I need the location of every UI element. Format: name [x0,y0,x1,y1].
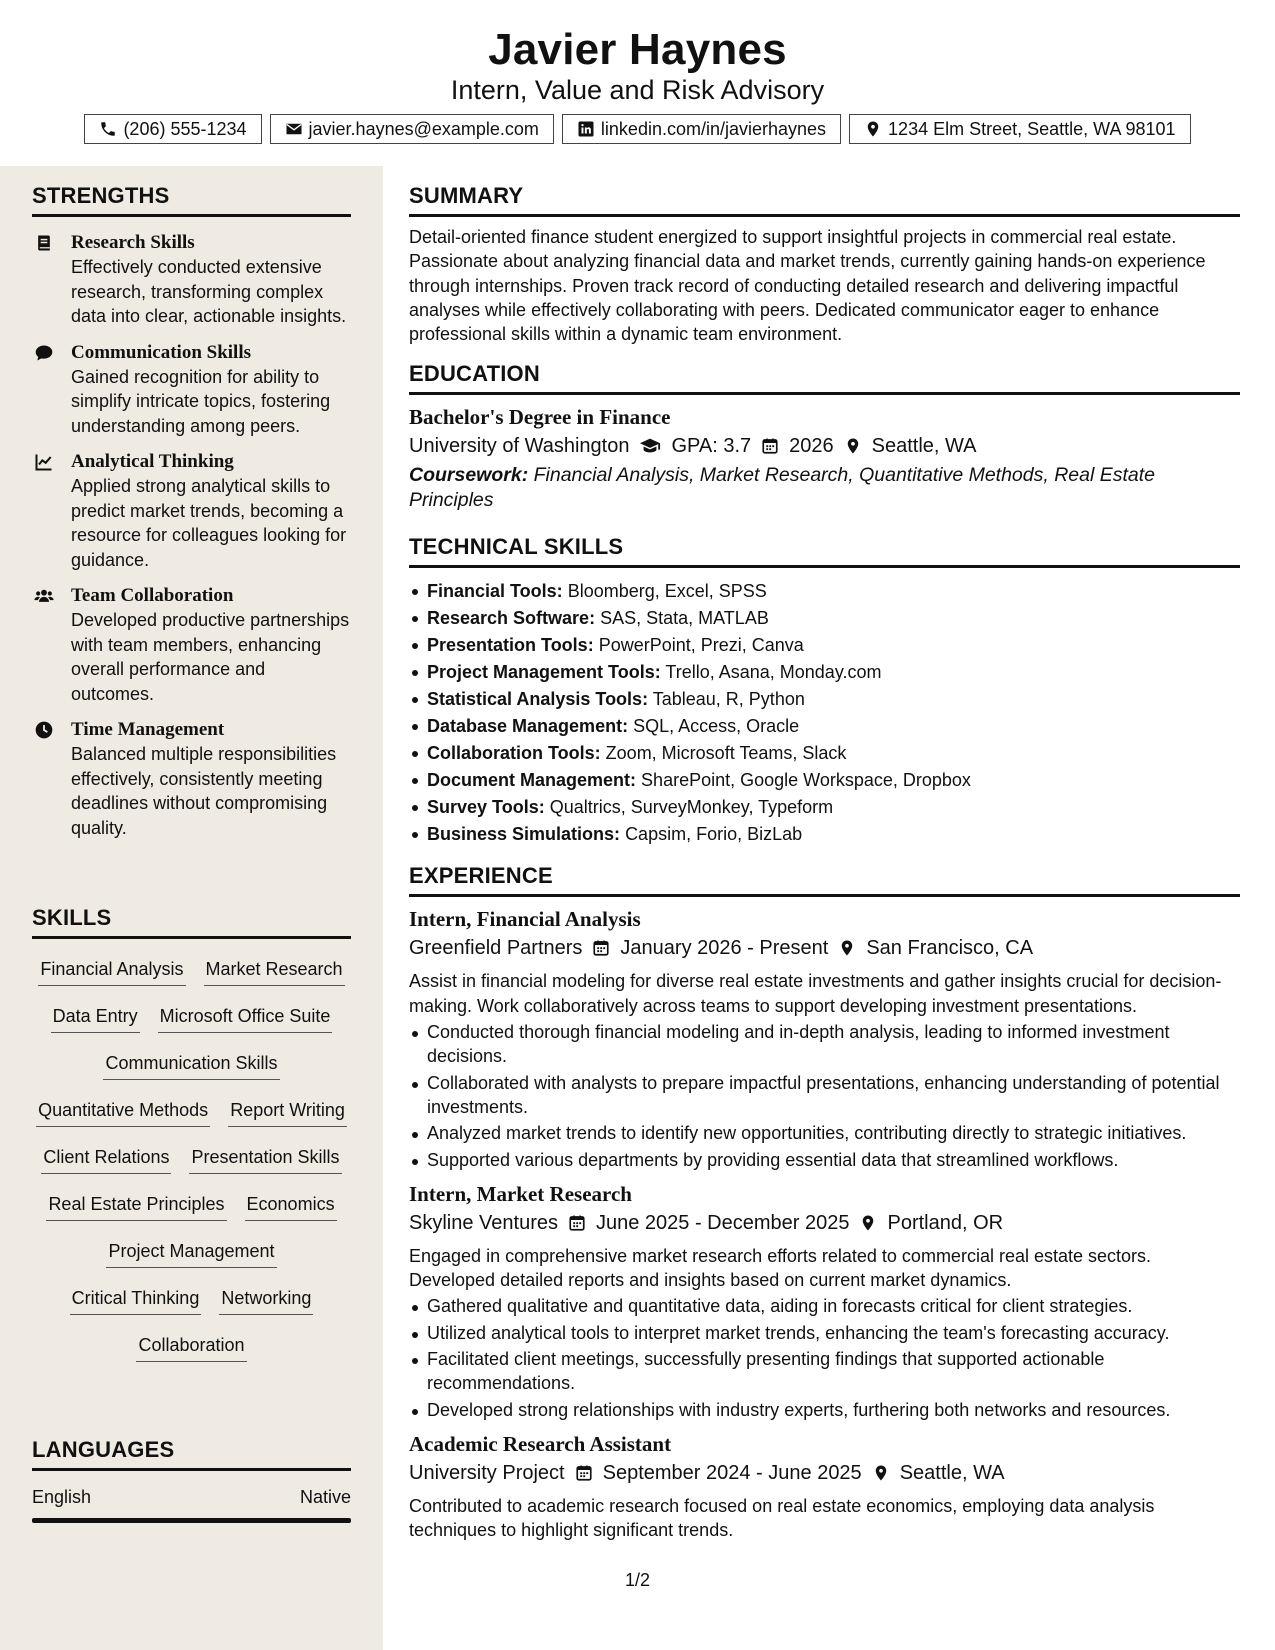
experience-heading: EXPERIENCE [409,862,1240,897]
gpa: GPA: 3.7 [671,435,752,458]
skill-chip: Critical Thinking [70,1284,202,1315]
job-location: Seattle, WA [899,1461,1005,1484]
skill-values: Trello, Asana, Monday.com [665,662,882,683]
skill-chip: Communication Skills [103,1049,279,1080]
company-name: Skyline Ventures [409,1211,558,1234]
strength-desc: Gained recognition for ability to simplify intricate topics, fostering understanding among peers. [71,366,331,436]
strength-desc: Developed productive partnerships with team members, enhancing overall performance and outcomes. [71,610,350,704]
job-description: Assist in financial modeling for diverse real estate investments and gather insights crucial for decision-making. Work collaboratively across teams to support developing investment presentations. [409,971,1222,1016]
skill-values: Tableau, R, Python [652,689,805,710]
page-number: 1/2 [624,1570,651,1590]
skill-chip: Report Writing [228,1096,347,1127]
location-pin-icon [838,939,856,957]
list-item: Collaborated with analysts to prepare impactful presentations, enhancing understanding of potential investments. [409,1071,1240,1120]
strength-item [32,718,351,840]
skill-category: Presentation Tools: [427,635,594,656]
list-item: Utilized analytical tools to interpret market trends, enhancing the team's forecasting accuracy. [409,1321,1240,1345]
job-title: Intern, Market Research [409,1181,632,1206]
contact-address-text: 1234 Elm Street, Seattle, WA 98101 [888,118,1176,139]
skill-values: Qualtrics, SurveyMonkey, Typeform [549,797,834,818]
strength-title: Communication Skills [71,341,252,363]
skill-chip: Real Estate Principles [46,1190,226,1221]
strength-item [32,231,351,329]
skill-values: Zoom, Microsoft Teams, Slack [605,743,847,764]
language-level: Native [299,1487,351,1507]
calendar-icon [575,1464,593,1482]
contact-linkedin-text: linkedin.com/in/javierhaynes [600,118,827,139]
languages-section [32,1436,351,1523]
contact-address[interactable] [849,114,1191,144]
experience-entry [409,905,1240,1171]
skill-values: Capsim, Forio, BizLab [625,824,803,845]
list-item: Gathered qualitative and quantitative data, aiding in forecasts critical for client strategies. [409,1294,1240,1318]
strength-title: Time Management [71,719,225,740]
language-row [32,1485,351,1509]
job-bullets [409,1294,1240,1421]
coursework [409,463,1240,513]
skill-chip: Collaboration [136,1331,246,1362]
coursework-list: Financial Analysis, Market Research, Quantitative Methods, Real Estate Principles [409,464,1156,512]
strength-title: Research Skills [71,232,195,253]
list-item: Developed strong relationships with industry experts, furthering both networks and resources. [409,1398,1240,1422]
language-proficiency-bar [32,1518,351,1523]
strength-desc: Applied strong analytical skills to predict market trends, becoming a resource for colleagues looking for guidance. [71,476,347,570]
degree-title: Bachelor's Degree in Finance [409,405,671,430]
skill-chip: Networking [219,1284,313,1315]
coursework-label: Coursework: [409,464,529,487]
location-pin-icon [872,1464,890,1482]
list-item [409,605,1240,632]
contact-bar [0,114,1275,144]
envelope-icon [285,120,303,138]
skill-values: Bloomberg, Excel, SPSS [567,581,767,602]
strength-desc: Effectively conducted extensive research, transforming complex data into clear, actionable insights. [71,257,347,326]
list-item [409,632,1240,659]
skill-chip: Client Relations [41,1143,171,1174]
education-location: Seattle, WA [871,435,977,458]
list-item: Analyzed market trends to identify new opportunities, contributing directly to strategic initiatives. [409,1121,1240,1145]
skill-category: Financial Tools: [427,581,563,602]
job-location: Portland, OR [887,1211,1004,1234]
language-name: English [32,1487,92,1507]
skill-category: Statistical Analysis Tools: [427,689,649,710]
skills-heading: SKILLS [32,904,351,939]
contact-email-text: javier.haynes@example.com [308,118,539,139]
education-section [409,360,1240,513]
job-meta [409,933,1240,963]
list-item [409,713,1240,740]
skill-values: SAS, Stata, MATLAB [600,608,769,629]
strength-title: Team Collaboration [71,585,234,606]
main-column [409,166,1240,1543]
skill-chip: Market Research [204,955,345,986]
calendar-icon [568,1214,586,1232]
skill-values: SharePoint, Google Workspace, Dropbox [641,770,971,791]
contact-phone-text: (206) 555-1234 [123,118,247,139]
skill-chip: Economics [245,1190,337,1221]
speech-bubble-icon [34,343,54,363]
skill-category: Database Management: [427,716,629,737]
calendar-icon [761,437,779,455]
skill-chip: Data Entry [51,1002,140,1033]
job-meta [409,1458,1240,1488]
location-pin-icon [864,120,882,138]
job-description: Contributed to academic research focused on real estate economics, employing data analysis techniques to highlight significant trends. [409,1495,1155,1541]
strength-desc: Balanced multiple responsibilities effectively, consistently meeting deadlines without compromising quality. [71,744,337,838]
languages-heading: LANGUAGES [32,1436,351,1471]
skill-chip: Project Management [106,1237,276,1268]
list-item: Supported various departments by providing essential data that streamlined workflows. [409,1148,1240,1172]
experience-entry [409,1430,1240,1543]
graduation-year: 2026 [789,435,834,458]
strengths-section [32,182,351,840]
list-item [409,821,1240,848]
strength-title: Analytical Thinking [71,451,234,472]
education-meta [409,431,1240,461]
skill-chip: Microsoft Office Suite [158,1002,333,1033]
calendar-icon [592,939,610,957]
list-item [409,794,1240,821]
location-pin-icon [844,437,862,455]
skill-chip: Quantitative Methods [36,1096,210,1127]
skill-category: Business Simulations: [427,824,621,845]
summary-heading: SUMMARY [409,182,1240,217]
strength-item [32,450,351,572]
education-heading: EDUCATION [409,360,1240,395]
candidate-title: Intern, Value and Risk Advisory [450,75,825,105]
job-description: Engaged in comprehensive market research efforts related to commercial real estate sectors. Developed detailed reports and insights based on current market dynamics. [409,1245,1152,1291]
skill-chip: Presentation Skills [189,1143,341,1174]
school-name: University of Washington [409,435,630,458]
job-title: Intern, Financial Analysis [409,907,641,932]
job-location: San Francisco, CA [866,937,1034,960]
sidebar [0,166,383,1650]
job-dates: January 2026 - Present [620,937,829,960]
list-item: Conducted thorough financial modeling and in-depth analysis, leading to informed investment decisions. [409,1020,1240,1069]
job-dates: September 2024 - June 2025 [602,1461,862,1484]
strength-item [32,584,351,706]
list-item [409,578,1240,605]
contact-email[interactable] [270,114,554,144]
phone-icon [99,120,117,138]
skill-values: SQL, Access, Oracle [633,716,800,737]
technical-skills-heading: TECHNICAL SKILLS [409,533,1240,568]
skill-category: Research Software: [427,608,596,629]
users-icon [34,586,54,606]
list-item [409,686,1240,713]
list-item [409,767,1240,794]
summary-text: Detail-oriented finance student energized to support insightful projects in commercial real estate. Passionate about analyzing financial data and market trends, currently gaining hands-on experience through internships. Proven track record of conducting detailed research and delivering impactful analyses while effectively collaborating with peers. Dedicated communicator eager to enhance professional skills within a dynamic team environment. [409,227,1206,345]
graduation-cap-icon [639,435,661,457]
strength-item [32,341,351,439]
company-name: Greenfield Partners [409,937,583,960]
contact-phone[interactable] [84,114,261,144]
skill-category: Document Management: [427,770,637,791]
list-item [409,740,1240,767]
book-icon [34,233,54,253]
job-bullets [409,1020,1240,1172]
location-pin-icon [859,1214,877,1232]
experience-section [409,862,1240,1542]
list-item [409,659,1240,686]
summary-section [409,182,1240,346]
candidate-name: Javier Haynes [488,25,787,74]
clock-icon [34,720,54,740]
line-chart-icon [34,452,54,472]
contact-linkedin[interactable] [562,114,841,144]
job-meta [409,1208,1240,1238]
skill-values: PowerPoint, Prezi, Canva [598,635,804,656]
skills-section [32,904,351,1378]
list-item: Facilitated client meetings, successfully presenting findings that supported actionable recommendations. [409,1347,1240,1396]
skill-chip: Financial Analysis [38,955,185,986]
technical-skills-list [409,578,1240,848]
job-dates: June 2025 - December 2025 [595,1211,850,1234]
linkedin-icon [577,120,595,138]
skills-list [32,955,351,1378]
skill-category: Survey Tools: [427,797,545,818]
company-name: University Project [409,1461,565,1484]
strengths-heading: STRENGTHS [32,182,351,217]
technical-skills-section [409,533,1240,848]
skill-category: Project Management Tools: [427,662,661,683]
experience-entry [409,1180,1240,1422]
skill-category: Collaboration Tools: [427,743,601,764]
job-title: Academic Research Assistant [409,1431,672,1456]
